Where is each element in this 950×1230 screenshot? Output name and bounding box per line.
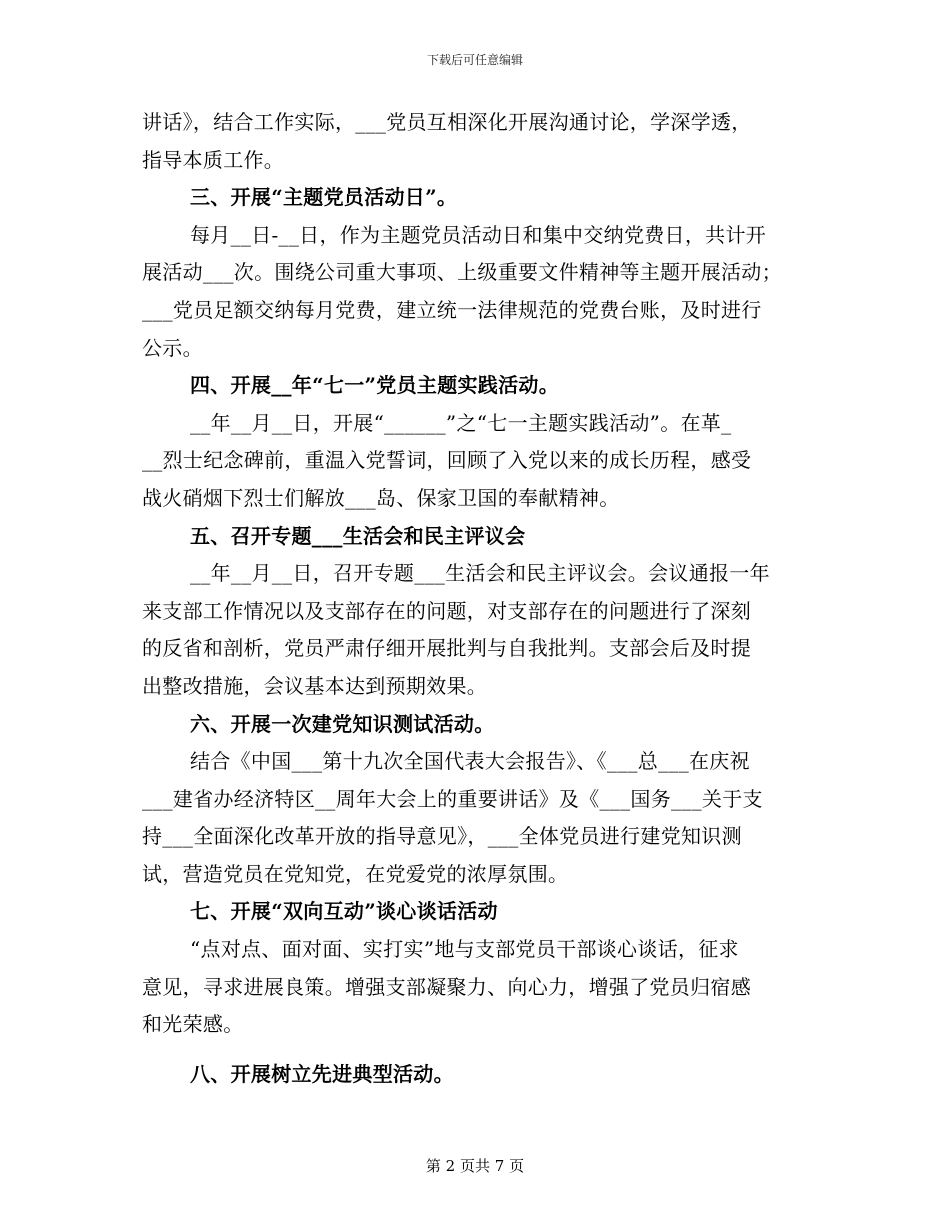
paragraph-line: ___党员足额交纳每月党费，建立统一法律规范的党费台账，及时进行 (142, 297, 762, 322)
paragraph-line: 的反省和剖析，党员严肃仔细开展批判与自我批判。支部会后及时提 (142, 636, 751, 661)
paragraph-line: __年__月__日，开展“______”之“七一主题实践活动”。在革_ (190, 410, 732, 435)
paragraph-line: 出整改措施，会议基本达到预期效果。 (142, 673, 488, 698)
paragraph-line: 结合《中国___第十九次全国代表大会报告》、《___总___在庆祝 (190, 749, 750, 774)
paragraph-line: 来支部工作情况以及支部存在的问题，对支部存在的问题进行了深刻 (142, 598, 751, 623)
paragraph-line: __年__月__日，召开专题___生活会和民主评议会。会议通报一年 (190, 561, 770, 586)
paragraph-line: 指导本质工作。 (142, 147, 285, 172)
paragraph-line: 展活动___次。围绕公司重大事项、上级重要文件精神等主题开展活动； (142, 260, 782, 285)
section-heading: 三、开展“主题党员活动日”。 (190, 185, 458, 210)
paragraph-line: 每月__日-__日，作为主题党员活动日和集中交纳党费日，共计开 (190, 222, 767, 247)
paragraph-line: 公示。 (142, 335, 203, 360)
paragraph-line: ___建省办经济特区__周年大会上的重要讲话》及《___国务___关于支 (142, 786, 763, 811)
section-heading: 五、召开专题___生活会和民主评议会 (190, 523, 526, 548)
document-body (142, 104, 822, 1093)
paragraph-line: 战火硝烟下烈士们解放___岛、保家卫国的奉献精神。 (142, 485, 620, 510)
paragraph-line: 讲话》，结合工作实际，___党员互相深化开展沟通讨论，学深学透， (142, 110, 752, 134)
section-heading: 七、开展“双向互动”谈心谈话活动 (190, 899, 498, 924)
section-heading: 四、开展__年“七一”党员主题实践活动。 (190, 373, 560, 398)
page-header: 下载后可任意编辑 (426, 53, 523, 67)
paragraph-line: 和光荣感。 (142, 1012, 244, 1037)
paragraph-line: “点对点、面对面、实打实”地与支部党员干部谈心谈话，征求 (190, 937, 739, 962)
paragraph-line: 试，营造党员在党知党，在党爱党的浓厚氛围。 (142, 861, 569, 886)
page-footer: 第 2 页共 7 页 (425, 1157, 525, 1175)
paragraph-line: __烈士纪念碑前，重温入党誓词，回顾了入党以来的成长历程，感受 (142, 448, 752, 473)
paragraph-line: 意见，寻求进展良策。增强支部凝聚力、向心力，增强了党员归宿感 (142, 974, 751, 999)
section-heading: 六、开展一次建党知识测试活动。 (190, 711, 495, 736)
paragraph-line: 持___全面深化改革开放的指导意见》，___全体党员进行建党知识测 (142, 824, 742, 849)
section-heading: 八、开展树立先进典型活动。 (190, 1061, 454, 1086)
